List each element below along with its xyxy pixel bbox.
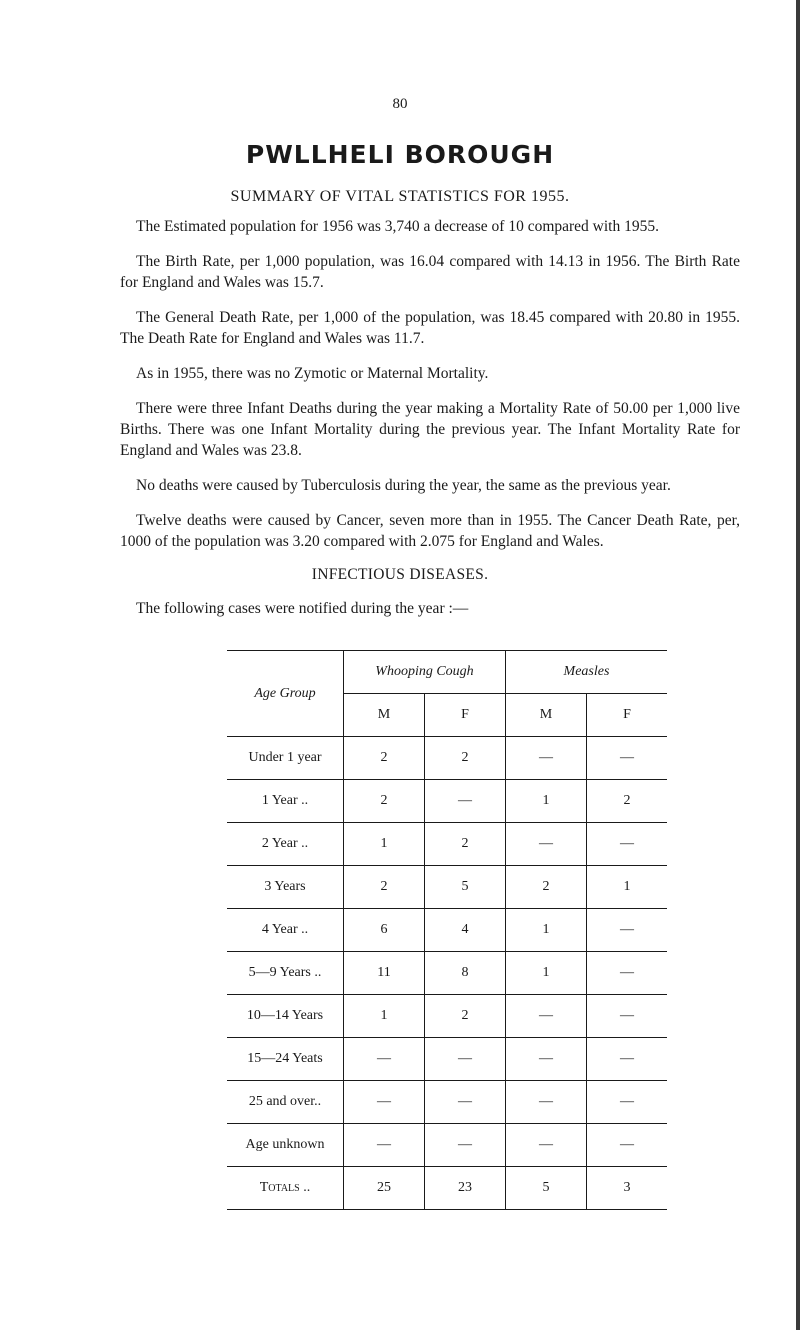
value-cell: 1 [344, 995, 425, 1038]
value-cell: — [506, 737, 587, 780]
table-row [227, 866, 667, 909]
whooping-cough-header: Whooping Cough [344, 651, 506, 694]
paragraph-infant-deaths: There were three Infant Deaths during the year making a Mortality Rate of 50.00 per 1,000 live Births. There was one Infant Mortality during the previous year. The Infant Mortality Rate for England and Wales was 23.8. [120, 400, 740, 459]
age-cell: Age unknown [227, 1124, 344, 1167]
value-cell: — [344, 1124, 425, 1167]
total-cell: 23 [425, 1167, 506, 1210]
infectious-diseases-title: INFECTIOUS DISEASES. [311, 566, 489, 583]
total-cell: 5 [506, 1167, 587, 1210]
table-row [227, 1124, 667, 1167]
table-row [227, 995, 667, 1038]
value-cell: — [587, 995, 668, 1038]
value-cell: — [587, 823, 668, 866]
table-row [227, 1038, 667, 1081]
measles-header: Measles [506, 651, 668, 694]
value-cell: — [425, 1081, 506, 1124]
totals-label: Totals .. [227, 1167, 344, 1210]
value-cell: 1 [506, 780, 587, 823]
paragraph-cancer: Twelve deaths were caused by Cancer, seven more than in 1955. The Cancer Death Rate, per, 1000 of the population was 3.20 compared with 2.075 for England and Wales. [120, 512, 740, 550]
summary-title: SUMMARY OF VITAL STATISTICS FOR 1955. [230, 188, 570, 205]
total-cell: 3 [587, 1167, 668, 1210]
sub-header-cell: F [587, 694, 668, 737]
age-cell: 10—14 Years [227, 995, 344, 1038]
cases-intro: The following cases were notified during the year :— [136, 600, 469, 617]
age-cell: 25 and over.. [227, 1081, 344, 1124]
total-cell: 25 [344, 1167, 425, 1210]
value-cell: — [587, 1038, 668, 1081]
value-cell: — [587, 952, 668, 995]
value-cell: 5 [425, 866, 506, 909]
summary-paragraphs [120, 216, 740, 566]
value-cell: 2 [344, 866, 425, 909]
value-cell: 6 [344, 909, 425, 952]
value-cell: — [344, 1081, 425, 1124]
value-cell: — [425, 1038, 506, 1081]
page-number: 80 [392, 96, 408, 112]
paragraph-population: The Estimated population for 1956 was 3,740 a decrease of 10 compared with 1955. [136, 218, 659, 235]
value-cell: — [587, 1124, 668, 1167]
paragraph-death-rate: The General Death Rate, per 1,000 of the population, was 18.45 compared with 20.80 in 1955. The Death Rate for England and Wales was 11.7. [120, 309, 740, 347]
age-cell: Under 1 year [227, 737, 344, 780]
value-cell: — [587, 909, 668, 952]
value-cell: 2 [425, 737, 506, 780]
table-row [227, 952, 667, 995]
table-row [227, 737, 667, 780]
value-cell: 1 [506, 909, 587, 952]
table-row [227, 1081, 667, 1124]
paragraph-zymotic: As in 1955, there was no Zymotic or Maternal Mortality. [136, 365, 489, 382]
table-row [227, 780, 667, 823]
value-cell: — [506, 1038, 587, 1081]
value-cell: 2 [506, 866, 587, 909]
value-cell: — [344, 1038, 425, 1081]
age-cell: 4 Year .. [227, 909, 344, 952]
table-row [227, 909, 667, 952]
value-cell: 11 [344, 952, 425, 995]
value-cell: 1 [344, 823, 425, 866]
value-cell: — [506, 823, 587, 866]
sub-header-cell: F [425, 694, 506, 737]
value-cell: — [587, 737, 668, 780]
sub-header-cell: M [506, 694, 587, 737]
value-cell: — [587, 1081, 668, 1124]
value-cell: 2 [344, 737, 425, 780]
age-cell: 3 Years [227, 866, 344, 909]
value-cell: 2 [344, 780, 425, 823]
age-cell: 15—24 Yeats [227, 1038, 344, 1081]
value-cell: — [425, 1124, 506, 1167]
value-cell: — [506, 1124, 587, 1167]
sub-header-cell: M [344, 694, 425, 737]
value-cell: 1 [587, 866, 668, 909]
value-cell: 4 [425, 909, 506, 952]
value-cell: 8 [425, 952, 506, 995]
paragraph-tuberculosis: No deaths were caused by Tuberculosis during the year, the same as the previous year. [136, 477, 671, 494]
totals-row [227, 1167, 667, 1210]
value-cell: — [506, 1081, 587, 1124]
age-group-header: Age Group [227, 651, 344, 737]
borough-heading: PWLLHELI BOROUGH [245, 140, 555, 169]
age-cell: 1 Year .. [227, 780, 344, 823]
table-row [227, 823, 667, 866]
age-cell: 2 Year .. [227, 823, 344, 866]
table-header-row [227, 651, 667, 694]
value-cell: 2 [425, 823, 506, 866]
value-cell: 1 [506, 952, 587, 995]
value-cell: — [425, 780, 506, 823]
value-cell: 2 [425, 995, 506, 1038]
value-cell: 2 [587, 780, 668, 823]
infectious-cases-table [227, 650, 667, 1210]
age-cell: 5—9 Years .. [227, 952, 344, 995]
paragraph-birth-rate: The Birth Rate, per 1,000 population, was 16.04 compared with 14.13 in 1956. The Birth Rate for England and Wales was 15.7. [120, 253, 740, 291]
value-cell: — [506, 995, 587, 1038]
